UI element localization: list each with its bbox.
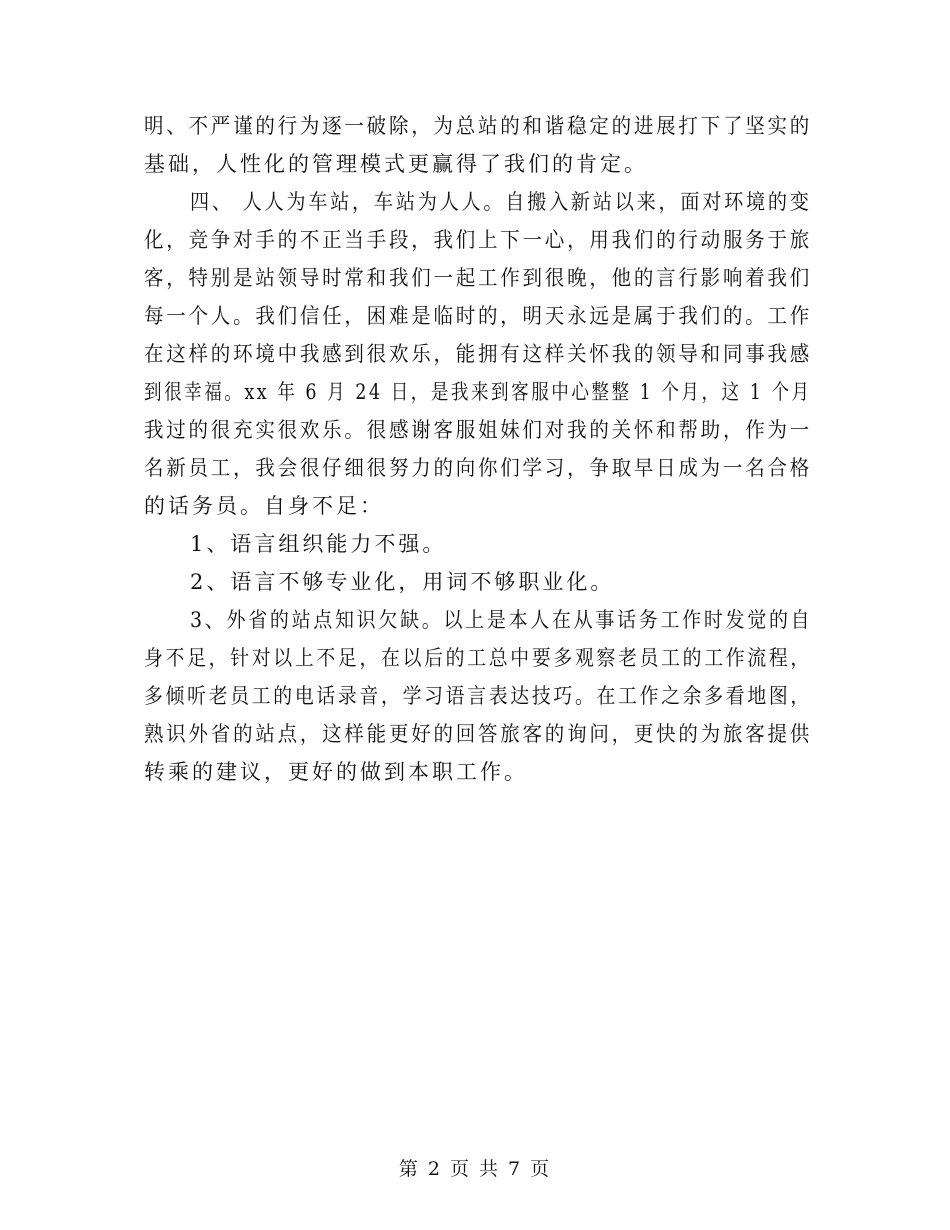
list-item-3: 3、外省的站点知识欠缺。以上是本人在从事话务工作时发觉的自 <box>190 608 813 632</box>
text-line-11: 的话务员。自身不足： <box>144 494 384 518</box>
text-line-8: 到很幸福。xx 年 6 月 24 日，是我来到客服中心整整 1 个月，这 1 个月 <box>144 380 812 404</box>
text-line-5: 客，特别是站领导时常和我们一起工作到很晚，他的言行影响着我们 <box>144 266 813 290</box>
text-line-15: 身不足，针对以上不足，在以后的工总中要多观察老员工的工作流程， <box>144 646 812 670</box>
list-item-1: 1、语言组织能力不强。 <box>190 532 447 556</box>
text-line-17: 熟识外省的站点，这样能更好的回答旅客的询问，更快的为旅客提供 <box>144 722 813 746</box>
text-line-3: 四、 人人为车站，车站为人人。自搬入新站以来，面对环境的变 <box>190 190 812 214</box>
text-line-4: 化，竞争对手的不正当手段，我们上下一心，用我们的行动服务于旅 <box>144 228 813 252</box>
text-line-1: 明、不严谨的行为逐一破除，为总站的和谐稳定的进展打下了坚实的 <box>144 114 813 138</box>
text-line-7: 在这样的环境中我感到很欢乐，能拥有这样关怀我的领导和同事我感 <box>144 342 813 366</box>
text-line-18: 转乘的建议，更好的做到本职工作。 <box>144 760 528 784</box>
text-line-2: 基础，人性化的管理模式更赢得了我们的肯定。 <box>144 152 648 176</box>
list-item-2: 2、语言不够专业化，用词不够职业化。 <box>190 570 615 594</box>
page-number-footer: 第 2 页 共 7 页 <box>398 1158 552 1180</box>
text-line-6: 每一个人。我们信任，困难是临时的，明天永远是属于我们的。工作 <box>144 304 813 328</box>
text-line-9: 我过的很充实很欢乐。很感谢客服姐妹们对我的关怀和帮助，作为一 <box>144 418 813 442</box>
text-line-10: 名新员工，我会很仔细很努力的向你们学习，争取早日成为一名合格 <box>144 456 813 480</box>
text-line-16: 多倾听老员工的电话录音，学习语言表达技巧。在工作之余多看地图， <box>144 684 812 708</box>
